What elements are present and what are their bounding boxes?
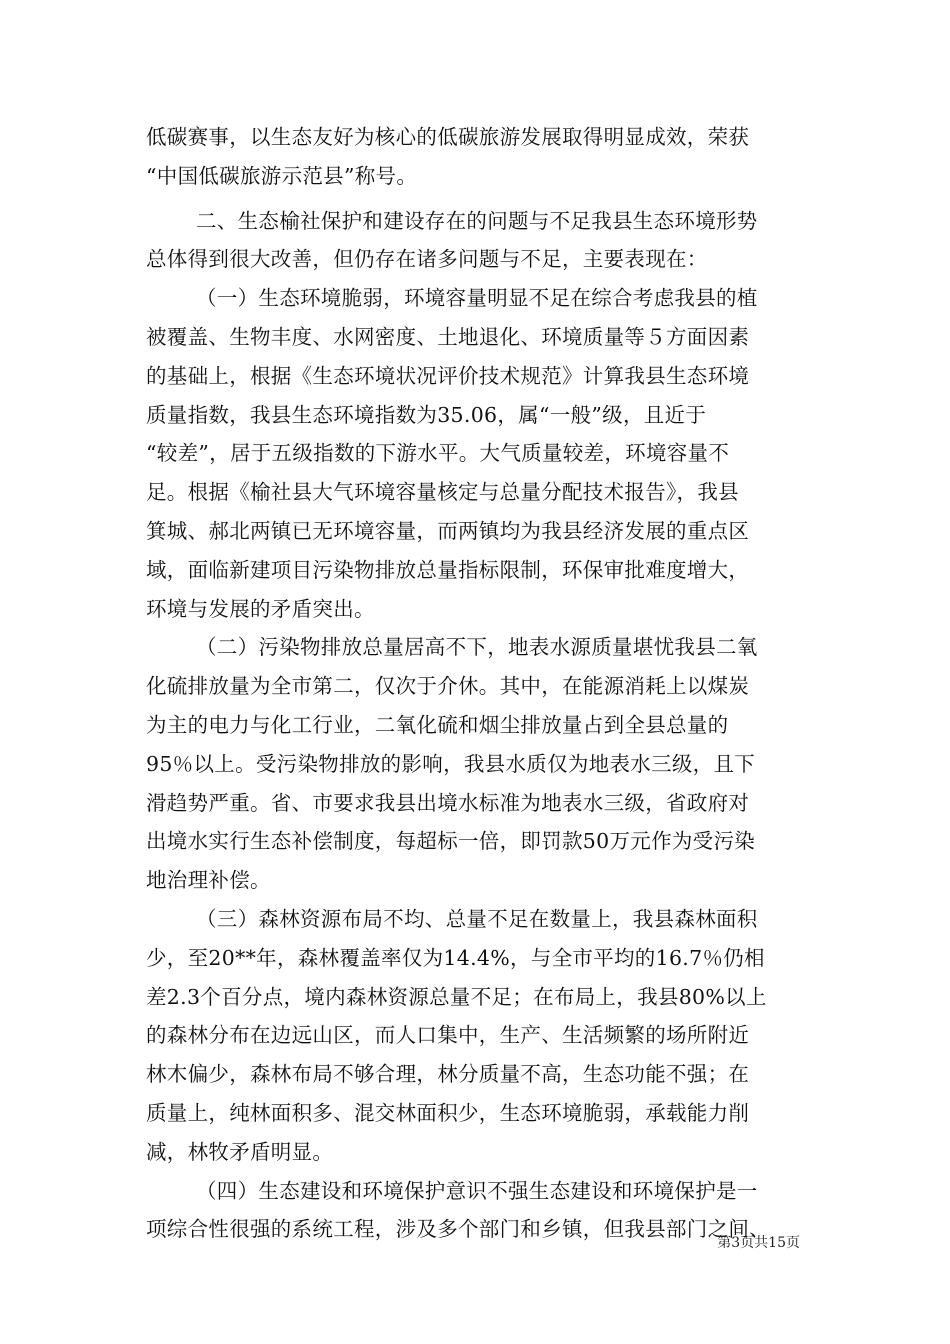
text-line: 林木偏少，森林布局不够合理，林分质量不高，生态功能不强；在 bbox=[146, 1062, 750, 1087]
text-line: 环境与发展的矛盾突出。 bbox=[146, 596, 375, 621]
subsection-heading-2: （二）污染物排放总量居高不下，地表水源质量堪忧我县二氧 bbox=[196, 635, 758, 660]
text-line: 为主的电力与化工行业，二氧化硫和烟尘排放量占到全县总量的 bbox=[146, 712, 729, 737]
subsection-heading-3: （三）森林资源布局不均、总量不足在数量上，我县森林面积 bbox=[196, 906, 758, 931]
text-line: 地治理补偿。 bbox=[146, 868, 271, 893]
text-line: 少，至20**年，森林覆盖率仅为14.4%，与全市平均的16.7％仍相 bbox=[146, 945, 765, 970]
text-line: 低碳赛事，以生态友好为核心的低碳旅游发展取得明显成效，荣获 bbox=[146, 125, 750, 149]
text-line: 被覆盖、生物丰度、水网密度、土地退化、环境质量等５方面因素 bbox=[146, 324, 750, 349]
text-line: 出境水实行生态补偿制度，每超标一倍，即罚款50万元作为受污染 bbox=[146, 829, 756, 854]
text-line: 的基础上，根据《生态环境状况评价技术规范》计算我县生态环境 bbox=[146, 363, 750, 388]
text-line: 95％以上。受污染物排放的影响，我县水质仅为地表水三级，且下 bbox=[146, 751, 756, 776]
text-line: 差2.3个百分点，境内森林资源总量不足；在布局上，我县80%以上 bbox=[146, 984, 767, 1009]
text-line: 项综合性很强的系统工程，涉及多个部门和乡镇，但我县部门之间、 bbox=[146, 1217, 770, 1242]
page-number: 第3页共15页 bbox=[717, 1235, 800, 1251]
text-line: 滑趋势严重。省、市要求我县出境水标准为地表水三级，省政府对 bbox=[146, 790, 750, 815]
text-line: 域，面临新建项目污染物排放总量指标限制，环保审批难度增大， bbox=[146, 557, 750, 582]
text-line: 质量指数，我县生态环境指数为35.06，属“一般”级，且近于 bbox=[146, 402, 707, 427]
text-line: 质量上，纯林面积多、混交林面积少，生态环境脆弱，承载能力削 bbox=[146, 1100, 750, 1125]
text-line: 足。根据《榆社县大气环境容量核定与总量分配技术报告》，我县 bbox=[146, 480, 739, 505]
section-heading-2: 二、生态榆社保护和建设存在的问题与不足我县生态环境形势 bbox=[196, 208, 758, 233]
document-body bbox=[146, 118, 822, 1249]
text-line: “中国低碳旅游示范县”称号。 bbox=[146, 163, 418, 188]
subsection-heading-1: （一）生态环境脆弱，环境容量明显不足在综合考虑我县的植 bbox=[196, 286, 758, 311]
text-line: 箕城、郝北两镇已无环境容量，而两镇均为我县经济发展的重点区 bbox=[146, 518, 750, 543]
text-line: 总体得到很大改善，但仍存在诸多问题与不足，主要表现在： bbox=[146, 247, 708, 272]
text-line: 的森林分布在边远山区，而人口集中，生产、生活频繁的场所附近 bbox=[146, 1023, 750, 1048]
text-line: 化硫排放量为全市第二，仅次于介休。其中，在能源消耗上以煤炭 bbox=[146, 674, 750, 699]
text-line: 减，林牧矛盾明显。 bbox=[146, 1139, 334, 1164]
subsection-heading-4: （四）生态建设和环境保护意识不强生态建设和环境保护是一 bbox=[196, 1178, 758, 1203]
text-line: “较差”，居于五级指数的下游水平。大气质量较差，环境容量不 bbox=[146, 441, 730, 466]
